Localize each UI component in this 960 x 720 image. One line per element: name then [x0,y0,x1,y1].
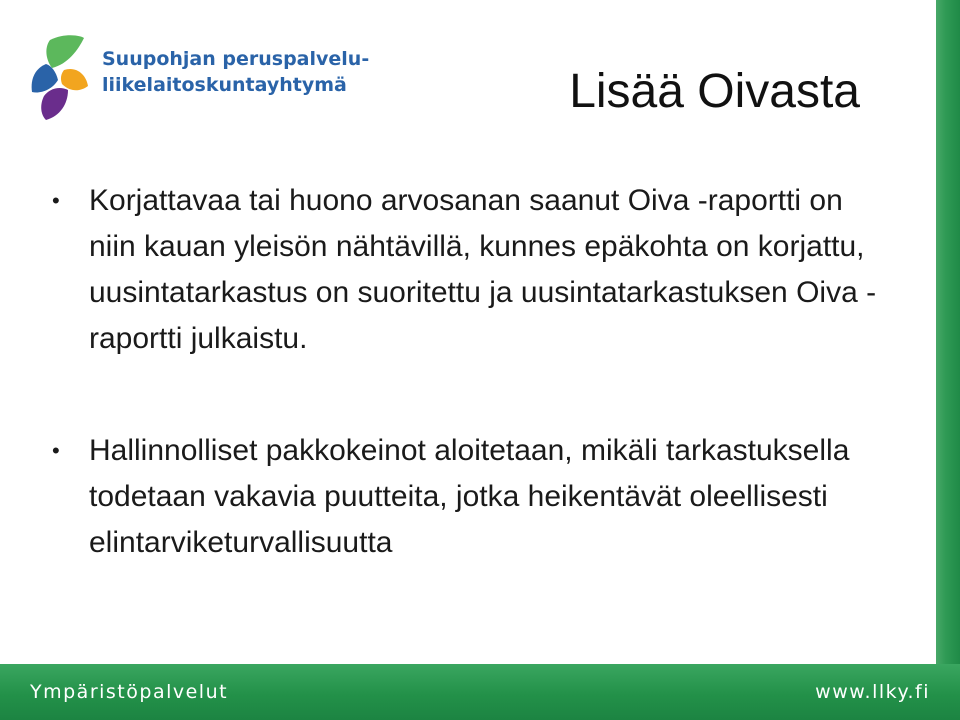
slide-title: Lisää Oivasta [569,65,860,118]
bullet-item [50,178,880,362]
right-green-stripe [936,0,960,720]
bullet-text: Hallinnolliset pakkokeinot aloitetaan, mikäli tarkastuksella todetaan vakavia puutteita, jotka heikentävät oleellisesti elintarviketurvallisuutta [89,434,850,559]
bullet-list [50,178,880,566]
footer-department: Ympäristöpalvelut [30,681,229,703]
leaf-purple [41,88,68,120]
bullet-text: Korjattavaa tai huono arvosanan saanut Oiva -raportti on niin kauan yleisön nähtävillä, kunnes epäkohta on korjattu, uusintatarkastus on suoritettu ja uusintatarkastuksen Oiva -raportti julkaistu. [89,184,877,355]
bullet-item [50,428,880,566]
leaf-orange [61,69,88,90]
footer-website: www.llky.fi [815,681,930,703]
leaf-blue [32,64,58,93]
leaf-logo-icon [28,34,90,122]
logo-text [102,46,369,98]
footer-bar [0,664,960,720]
logo-text-line2: liikelaitoskuntayhtymä [102,74,347,96]
bullet-dot: • [52,438,60,463]
bullet-dot: • [52,188,60,213]
organization-logo [28,34,378,124]
leaf-green [46,35,84,68]
logo-text-line1: Suupohjan peruspalvelu- [102,48,370,70]
